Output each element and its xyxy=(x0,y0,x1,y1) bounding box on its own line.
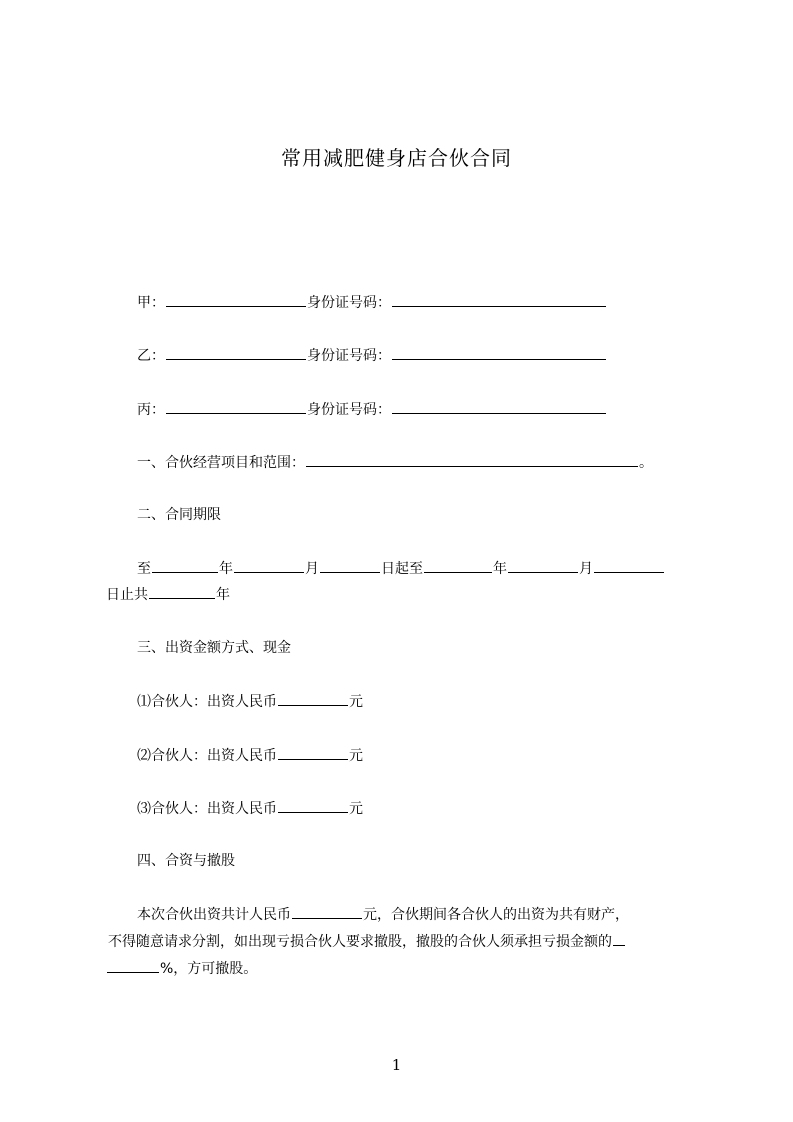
term-blank[interactable] xyxy=(508,558,578,573)
amount-blank[interactable] xyxy=(278,691,348,706)
section-3-heading: 三、出资金额方式、现金 xyxy=(137,640,291,656)
party-row-yi xyxy=(137,345,607,366)
party-label: 甲： xyxy=(137,295,165,311)
id-label: 身份证号码： xyxy=(307,348,391,364)
contribution-unit: 元 xyxy=(349,748,363,764)
amount-blank[interactable] xyxy=(278,798,348,813)
section-4-para-line-2 xyxy=(108,931,626,952)
section-4-para-line-1 xyxy=(137,904,629,925)
id-blank[interactable] xyxy=(392,345,606,360)
contribution-unit: 元 xyxy=(349,801,363,817)
section-1 xyxy=(137,452,653,473)
party-label: 丙： xyxy=(137,402,165,418)
term-blank[interactable] xyxy=(424,558,492,573)
party-row-jia xyxy=(137,292,607,313)
term-text: 年 xyxy=(219,561,233,577)
scope-blank[interactable] xyxy=(306,452,638,467)
term-line-1 xyxy=(137,558,665,579)
id-blank[interactable] xyxy=(392,399,606,414)
section-1-label: 一、合伙经营项目和范围： xyxy=(137,455,305,471)
section-1-end: 。 xyxy=(639,455,653,471)
contribution-text: ⑶合伙人：出资人民币 xyxy=(137,801,277,817)
contribution-unit: 元 xyxy=(349,694,363,710)
document-title: 常用减肥健身店合伙合同 xyxy=(281,146,512,170)
term-line-2 xyxy=(106,584,230,605)
term-blank[interactable] xyxy=(149,584,215,599)
term-text: 日止共 xyxy=(106,587,148,603)
section-4-heading: 四、合资与撤股 xyxy=(137,853,235,869)
contribution-item-1 xyxy=(137,691,363,712)
section-4-para-line-3 xyxy=(106,958,257,979)
id-blank[interactable] xyxy=(392,292,606,307)
term-blank[interactable] xyxy=(320,558,380,573)
term-blank[interactable] xyxy=(234,558,304,573)
term-blank[interactable] xyxy=(152,558,218,573)
id-label: 身份证号码： xyxy=(307,402,391,418)
name-blank[interactable] xyxy=(166,399,306,414)
percent-blank[interactable] xyxy=(107,958,159,973)
term-text: 年 xyxy=(216,587,230,603)
para-text: 本次合伙出资共计人民币 xyxy=(137,907,291,923)
term-text: 年 xyxy=(493,561,507,577)
contribution-text: ⑵合伙人：出资人民币 xyxy=(137,748,277,764)
total-amount-blank[interactable] xyxy=(292,904,362,919)
term-text: 至 xyxy=(137,561,151,577)
term-text: 月 xyxy=(305,561,319,577)
page-number: 1 xyxy=(391,1056,402,1074)
name-blank[interactable] xyxy=(166,345,306,360)
amount-blank[interactable] xyxy=(278,745,348,760)
section-2-heading: 二、合同期限 xyxy=(137,507,221,523)
term-text: 日起至 xyxy=(381,561,423,577)
contribution-item-2 xyxy=(137,745,363,766)
contribution-text: ⑴合伙人：出资人民币 xyxy=(137,694,277,710)
id-label: 身份证号码： xyxy=(307,295,391,311)
term-text: 月 xyxy=(579,561,593,577)
name-blank[interactable] xyxy=(166,292,306,307)
percent-blank-start[interactable] xyxy=(613,931,625,946)
contribution-item-3 xyxy=(137,798,363,819)
party-row-bing xyxy=(137,399,607,420)
para-text: 不得随意请求分割，如出现亏损合伙人要求撤股，撤股的合伙人须承担亏损金额的 xyxy=(108,934,612,950)
para-text: 元，合伙期间各合伙人的出资为共有财产， xyxy=(363,907,629,923)
para-text: %，方可撤股。 xyxy=(160,961,258,977)
term-blank[interactable] xyxy=(594,558,664,573)
party-label: 乙： xyxy=(137,348,165,364)
